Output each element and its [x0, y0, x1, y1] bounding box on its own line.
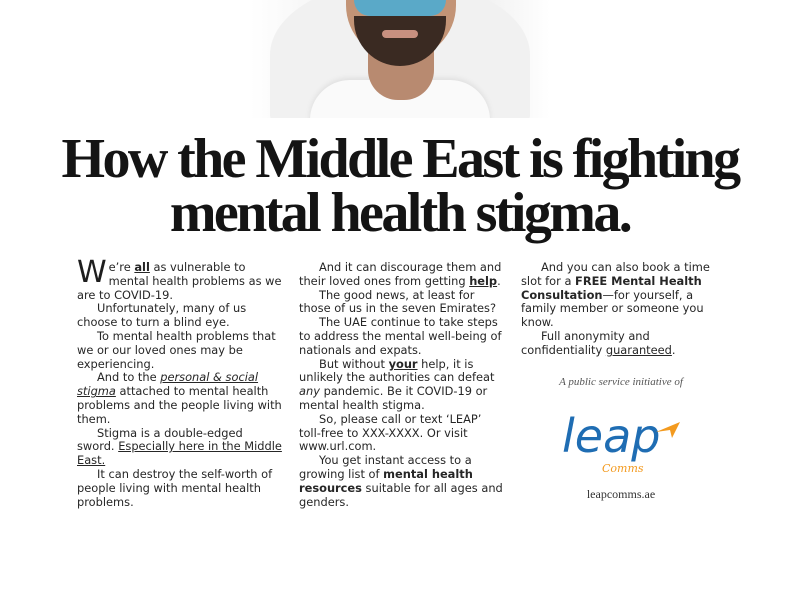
paragraph — [299, 358, 506, 413]
paragraph: So, please call or text ‘LEAP’ toll-free to XXX-XXXX. Or visit www.url.com. — [299, 411, 482, 454]
emphasis-personal-social-stigma: personal & social stigma — [77, 370, 259, 399]
text: You get instant access to a growing list of — [299, 453, 472, 481]
paragraph: To mental health problems that we or our loved ones may be experiencing. — [77, 328, 276, 371]
paragraph: The good news, at least for those of us in the seven Emirates? — [299, 287, 497, 316]
emphasis-your: your — [388, 356, 418, 371]
emphasis-help: help — [469, 273, 498, 288]
paragraph — [77, 371, 282, 426]
emphasis-free-consultation: FREE Mental Health Consultation — [521, 273, 702, 302]
paragraph: The UAE continue to take steps to address the mental well-being of nationals and expats. — [299, 315, 502, 357]
text: Stigma is a double-edged sword. — [77, 425, 243, 454]
emphasis-resources: mental health resources — [299, 466, 473, 495]
text: pandemic. Be it COVID-19 or mental health stigma. — [299, 384, 488, 412]
face-mask — [354, 0, 446, 16]
emphasis-guaranteed: guaranteed — [605, 342, 672, 357]
emphasis-all: all — [134, 260, 150, 274]
hero-photo — [250, 0, 550, 118]
leap-comms-logo — [560, 402, 690, 482]
paragraph: Unfortunately, many of us choose to turn a blind eye. — [77, 301, 247, 330]
paragraph — [299, 261, 506, 289]
headline-line-1: How the Middle East is fighting — [61, 128, 739, 190]
logo-subtitle: Comms — [602, 462, 644, 475]
text: suitable for all ages and genders. — [299, 480, 503, 509]
paragraph — [521, 330, 721, 358]
text: But without — [319, 356, 389, 371]
logo-wordmark: leap — [562, 409, 661, 463]
headline-line-2: mental health stigma. — [169, 182, 631, 244]
text: as vulnerable to mental health problems as we are to COVID-19. — [77, 260, 282, 302]
website-link[interactable]: leapcomms.ae — [586, 487, 656, 501]
text: . — [671, 342, 676, 357]
text: help, it is unlikely the authorities can defeat — [299, 356, 495, 385]
text: . — [497, 273, 501, 288]
paragraph — [77, 255, 282, 302]
emphasis-middle-east: Especially here in the Middle East. — [77, 439, 282, 468]
text: e’re — [108, 260, 135, 274]
mouth — [382, 30, 418, 38]
text: Full anonymity and confidentiality — [521, 328, 650, 357]
text: attached to mental health problems and the people living with them. — [77, 384, 282, 426]
headline — [40, 128, 760, 244]
paragraph — [521, 261, 721, 330]
paragraph: It can destroy the self-worth of people living with mental health problems. — [77, 466, 273, 509]
drop-cap: W — [77, 255, 107, 290]
column-1 — [77, 255, 282, 509]
text: And you can also book a time slot for a — [521, 260, 710, 288]
text: And to the — [97, 370, 161, 385]
sponsor-tagline: A public service initiative of — [559, 376, 683, 388]
paragraph — [299, 454, 506, 509]
text: —for yourself, a family member or someone you know. — [521, 287, 704, 330]
column-2 — [299, 261, 506, 509]
emphasis-any: any — [299, 384, 320, 399]
paragraph — [77, 427, 282, 468]
text: And it can discourage them and their loved ones from getting — [299, 260, 502, 288]
column-3 — [521, 261, 721, 358]
